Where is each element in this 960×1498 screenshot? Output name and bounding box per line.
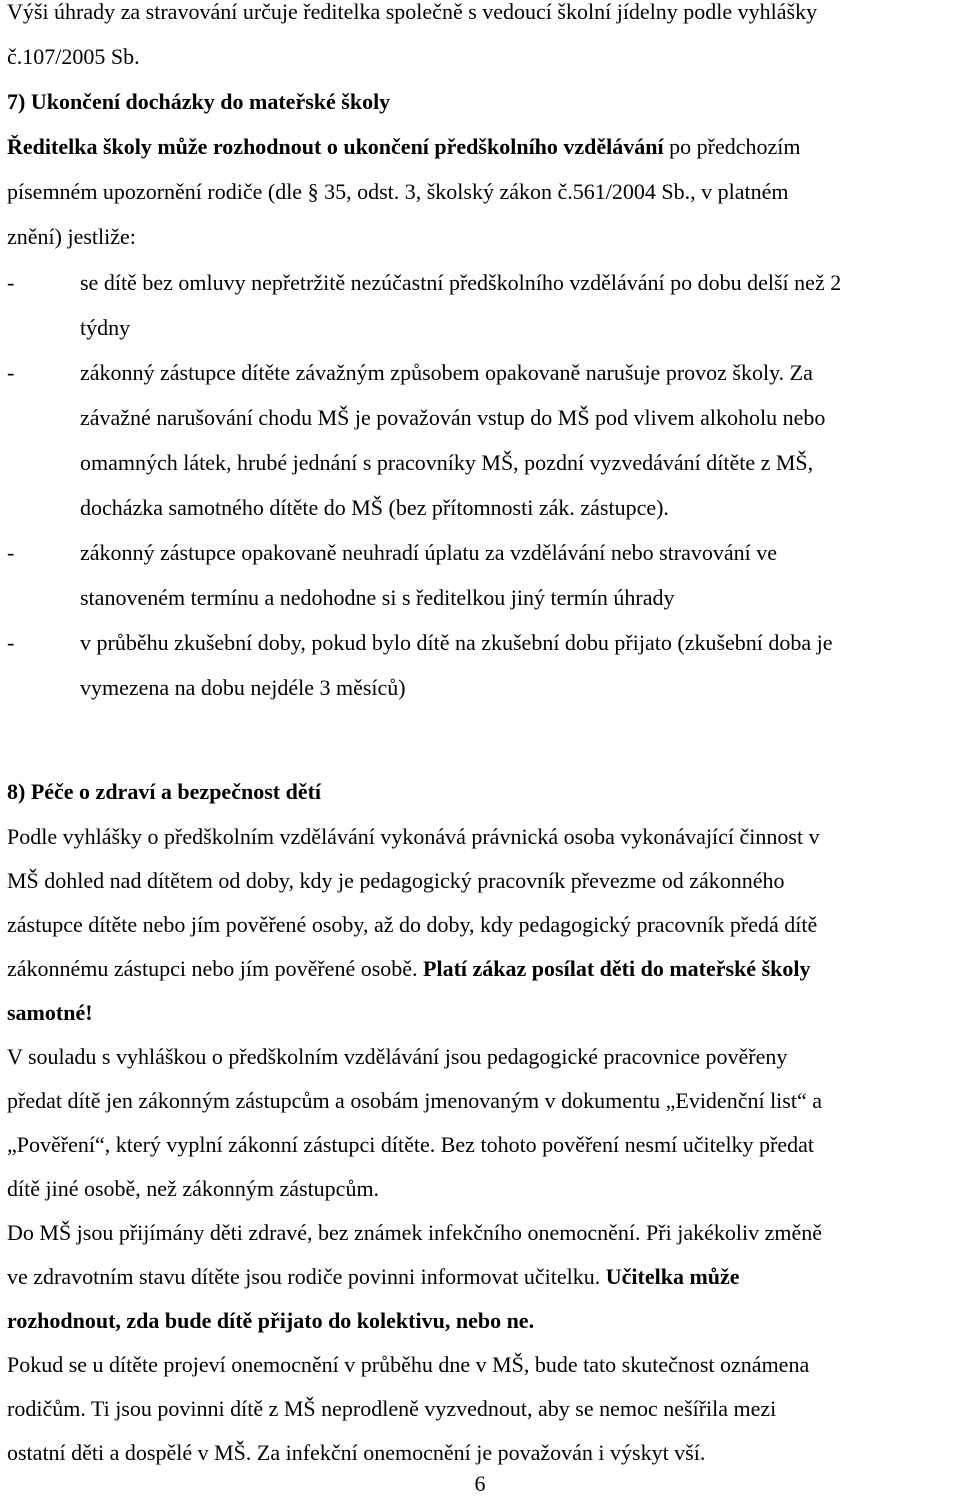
- section-7-lead-bold: Ředitelka školy může rozhodnout o ukončení předškolního vzdělávání: [7, 134, 664, 159]
- section-7-lead-rest: po předchozím: [663, 134, 801, 159]
- section-8-p1-end: samotné!: [7, 1000, 93, 1025]
- list-item-line: v průběhu zkušební doby, pokud bylo dítě na zkušební dobu přijato (zkušební doba je: [80, 630, 833, 655]
- section-8-p1-line: MŠ dohled nad dítětem od doby, kdy je pedagogický pracovník převezme od zákonného: [7, 868, 785, 893]
- section-8-p3-plain: ve zdravotním stavu dítěte jsou rodiče povinni informovat učitelku.: [7, 1264, 606, 1289]
- list-item-line: docházka samotného dítěte do MŠ (bez přítomnosti zák. zástupce).: [80, 495, 669, 520]
- list-item-line: zákonný zástupce opakovaně neuhradí úplatu za vzdělávání nebo stravování ve: [80, 540, 777, 565]
- list-item-line: zákonný zástupce dítěte závažným způsobem opakovaně narušuje provoz školy. Za: [80, 360, 813, 385]
- section-8-p3-bold: Učitelka může: [605, 1264, 740, 1289]
- section-8-p4-line: rodičům. Ti jsou povinni dítě z MŠ neprodleně vyzvednout, aby se nemoc nešířila mezi: [7, 1396, 777, 1421]
- section-7-heading: 7) Ukončení docházky do mateřské školy: [7, 89, 391, 114]
- section-7-lead: [7, 133, 801, 161]
- bullet-dash: -: [7, 630, 15, 655]
- list-item-line: vymezena na dobu nejdéle 3 měsíců): [80, 675, 406, 700]
- list-item-line: stanoveném termínu a nedohodne si s ředitelkou jiný termín úhrady: [80, 585, 675, 610]
- section-8-p2-line: předat dítě jen zákonným zástupcům a osobám jmenovaným v dokumentu „Evidenční list“ a: [7, 1088, 822, 1113]
- section-8-p2-line: „Pověření“, který vyplní zákonní zástupci dítěte. Bez tohoto pověření nesmí učitelky předat: [7, 1132, 815, 1157]
- bullet-dash: -: [7, 360, 15, 385]
- bullet-dash: -: [7, 270, 15, 295]
- list-item-line: týdny: [80, 315, 131, 340]
- section-8-p3-line: rozhodnout, zda bude dítě přijato do kolektivu, nebo ne.: [7, 1308, 535, 1333]
- section-8-p2-line: dítě jiné osobě, než zákonným zástupcům.: [7, 1176, 380, 1201]
- section-8-p4-line: ostatní děti a dospělé v MŠ. Za infekční onemocnění je považován i výskyt vší.: [7, 1440, 706, 1465]
- section-8-p4-line: Pokud se u dítěte projeví onemocnění v průběhu dne v MŠ, bude tato skutečnost oznámena: [7, 1352, 810, 1377]
- section-8-p2-line: V souladu s vyhláškou o předškolním vzdělávání jsou pedagogické pracovnice pověřeny: [7, 1044, 788, 1069]
- section-8-p1-line: zástupce dítěte nebo jím pověřené osoby, až do doby, kdy pedagogický pracovník předá dítě: [7, 912, 818, 937]
- bullet-dash: -: [7, 540, 15, 565]
- section-7-line-3: znění) jestliže:: [7, 224, 136, 249]
- section-8-p1-last-bold: Platí zákaz posílat děti do mateřské školy: [423, 956, 811, 981]
- section-8-p1-last-plain: zákonnému zástupci nebo jím pověřené osobě.: [7, 956, 424, 981]
- section-8-p1-line: Podle vyhlášky o předškolním vzdělávání vykonává právnická osoba vykonávající činnost v: [7, 824, 820, 849]
- section-7-line-2: písemném upozornění rodiče (dle § 35, odst. 3, školský zákon č.561/2004 Sb., v platném: [7, 179, 789, 204]
- intro-line-2: č.107/2005 Sb.: [7, 44, 140, 69]
- intro-line-1: Výši úhrady za stravování určuje ředitelka společně s vedoucí školní jídelny podle vyhlášky: [7, 0, 818, 24]
- list-item-line: omamných látek, hrubé jednání s pracovníky MŠ, pozdní vyzvedávání dítěte z MŠ,: [80, 450, 814, 475]
- list-item-line: se dítě bez omluvy nepřetržitě nezúčastní předškolního vzdělávání po dobu delší než 2: [80, 270, 842, 295]
- page-number: 6: [474, 1471, 486, 1496]
- list-item-line: závažné narušování chodu MŠ je považován vstup do MŠ pod vlivem alkoholu nebo: [80, 405, 826, 430]
- section-8-heading: 8) Péče o zdraví a bezpečnost dětí: [7, 779, 322, 804]
- section-8-p1-line: [7, 955, 810, 983]
- section-8-p3-line: Do MŠ jsou přijímány děti zdravé, bez známek infekčního onemocnění. Při jakékoliv změně: [7, 1220, 822, 1245]
- section-8-p3-line: [7, 1263, 740, 1291]
